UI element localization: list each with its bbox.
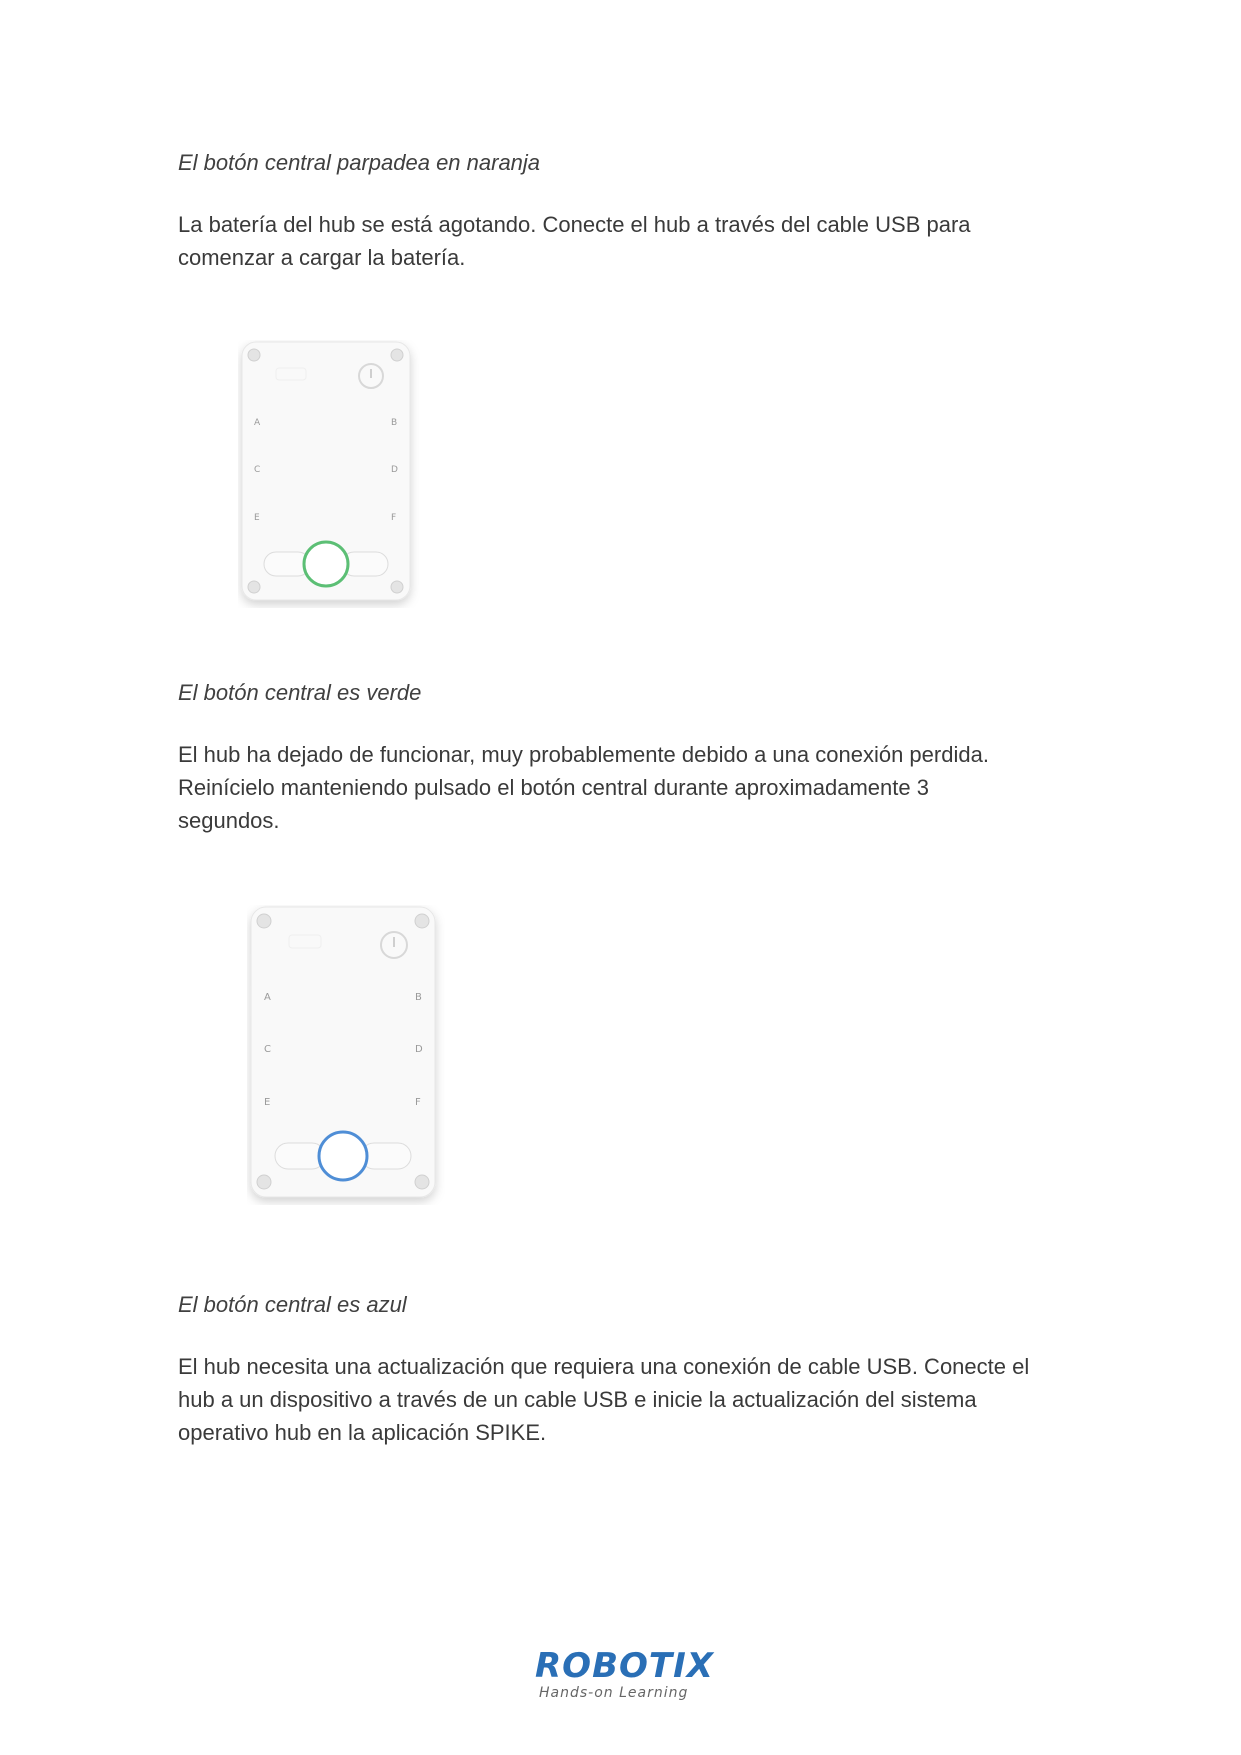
center-button-icon: [304, 542, 348, 586]
port-label: F: [391, 513, 397, 523]
paragraph-line: segundos.: [178, 808, 280, 833]
screw-icon: [391, 349, 403, 361]
screw-icon: [257, 914, 271, 928]
screw-icon: [391, 581, 403, 593]
section-paragraph-orange: [178, 208, 1078, 274]
paragraph-line: Reinícielo manteniendo pulsado el botón central durante aproximadamente 3: [178, 775, 929, 800]
paragraph-line: operativo hub en la aplicación SPIKE.: [178, 1420, 547, 1445]
logo-text: ROBOTIX: [535, 1646, 714, 1686]
port-label: C: [264, 1044, 271, 1055]
robotix-logo: [535, 1648, 715, 1708]
screw-icon: [257, 1175, 271, 1189]
port-label: A: [254, 418, 261, 428]
port-label: E: [264, 1097, 271, 1108]
paragraph-line: El hub necesita una actualización que requiera una conexión de cable USB. Conecte el: [178, 1354, 1030, 1379]
paragraph-line: La batería del hub se está agotando. Conecte el hub a través del cable USB para: [178, 212, 971, 237]
logo-tagline: Hands-on Learning: [539, 1685, 689, 1701]
hub-image-blue: [247, 905, 445, 1205]
center-button-icon: [319, 1132, 367, 1180]
paragraph-line: hub a un dispositivo a través de un cable USB e inicie la actualización del sistema: [178, 1387, 977, 1412]
section-heading-orange: El botón central parpadea en naranja: [178, 150, 541, 175]
port-label: E: [254, 513, 260, 523]
paragraph-line: comenzar a cargar la batería.: [178, 245, 466, 270]
screw-icon: [415, 914, 429, 928]
screw-icon: [248, 349, 260, 361]
screw-icon: [248, 581, 260, 593]
section-paragraph-blue: [178, 1350, 1078, 1449]
paragraph-line: El hub ha dejado de funcionar, muy probablemente debido a una conexión perdida.: [178, 742, 989, 767]
section-paragraph-green: [178, 738, 1078, 837]
port-label: F: [415, 1097, 421, 1108]
section-heading-green: El botón central es verde: [178, 680, 422, 705]
port-label: D: [391, 465, 398, 475]
port-label: B: [391, 418, 398, 428]
section-heading-blue: El botón central es azul: [178, 1292, 407, 1317]
port-label: C: [254, 465, 261, 475]
hub-image-green: [238, 340, 420, 608]
screw-icon: [415, 1175, 429, 1189]
port-label: D: [415, 1044, 423, 1055]
port-label: B: [415, 992, 422, 1003]
port-label: A: [264, 992, 271, 1003]
